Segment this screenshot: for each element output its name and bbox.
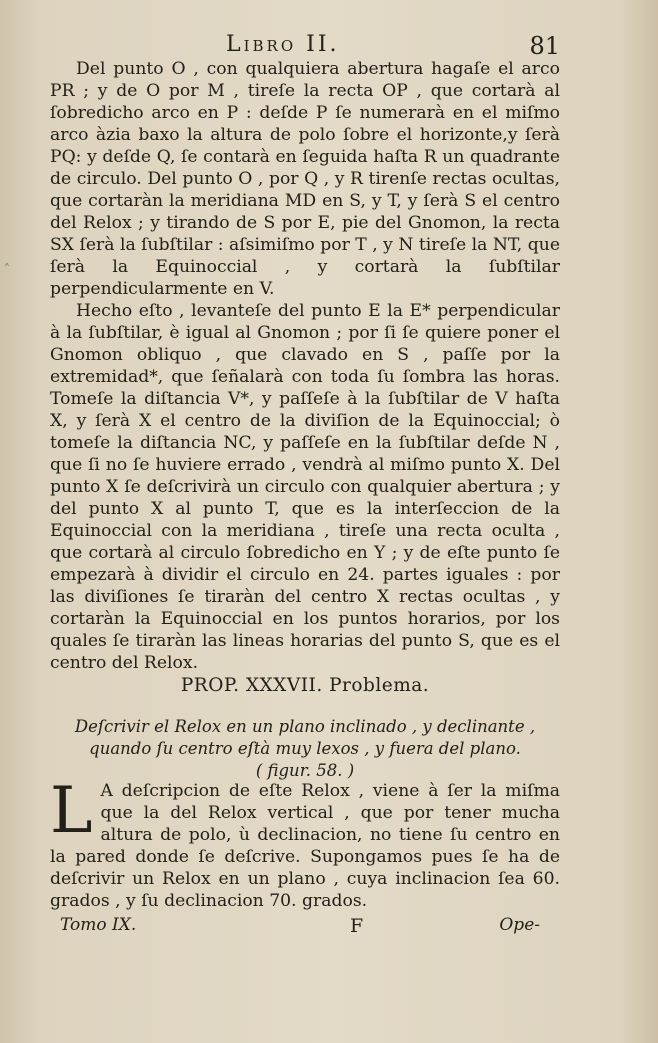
proposition-subtitle: Deſcrivir el Relox en un plano inclinado , y declinante , quando ſu centro eſtà muy lexos , y fuera del plano. [74,717,536,758]
paragraph: Del punto O , con qualquiera abertura hagaſe el arco PR ; y de O por M , tireſe la recta OP , que cortarà al ſobredicho arco en P : deſde P ſe numerarà en el miſmo arco àzia baxo la altura de polo ſobre el horizonte,y ſerà PQ: y deſde Q, ſe contarà en ſeguida haſta R un quadrante de circulo. Del punto O , por Q , y R tirenſe rectas ocultas, que cortaràn la meridiana MD en S, y T, y ſerà S el centro del Relox ; y tirando de S por E, pie del Gnomon, la recta SX ſerà la ſubſtilar : aſsimiſmo por T , y N tireſe la NT, que ſerà la Equinoccial , y cortarà la ſubſtilar perpendicularmente en V. [50,59,560,299]
running-title: Libro II. [226,32,340,57]
paragraph: Hecho eſto , levanteſe del punto E la E* perpendicular à la ſubſtilar, è igual al Gnomon ; por ſi ſe quiere poner el Gnomon obliquo , que clavado en S , paſſe por la extremidad*, que ſeñalarà con toda ſu ſombra las horas. Tomeſe la diſtancia V*, y paſſeſe à la ſubſtilar de V haſta X, y ſerà X el centro de la diviſion de la Equinoccial; ò tomeſe la diſtancia NC, y paſſeſe en la ſubſtilar deſde N , que ſi no ſe huviere errado , vendrà al miſmo punto X. Del punto X ſe deſcrivirà un circulo con qualquier abertura ; y del punto X al punto T, que es la interſeccion de la Equinoccial con la meridiana , tireſe una recta oculta , que cortarà al circulo ſobredicho en Y ; y de eſte punto ſe empezarà à dividir el circulo en 24. partes iguales : por las diviſiones ſe tiraràn del centro X rectas ocultas , y cortaràn la Equinoccial en los puntos horarios, por los quales ſe tiraràn las lineas horarias del punto S, que es el centro del Relox. [50,301,560,673]
figure-reference: ( figur. 58. ) [255,761,355,780]
drop-cap: L [50,774,93,848]
proposition-title: PROP. XXXVII. Problema. [180,675,430,696]
signature-mark: F [350,915,364,937]
margin-mark: ˄ [4,262,10,276]
catchword: Ope- [499,915,540,935]
opening-text: A deſcripcion de eſte Relox , viene à ſer la miſma que la del Relox vertical , que por tener mucha altura de polo, ù declinacion, no tiene ſu centro en la pared donde ſe deſcrive. Supongamos pues ſe ha de deſcrivir un Relox en un plano , cuya inclinacion ſea 60. grados , y ſu declinacion 70. grados. [50,781,560,911]
page-footer [60,915,540,945]
body-text [50,58,560,674]
volume-label: Tomo IX. [60,915,137,935]
page-number: 81 [529,32,560,60]
opening-paragraph [50,774,560,912]
